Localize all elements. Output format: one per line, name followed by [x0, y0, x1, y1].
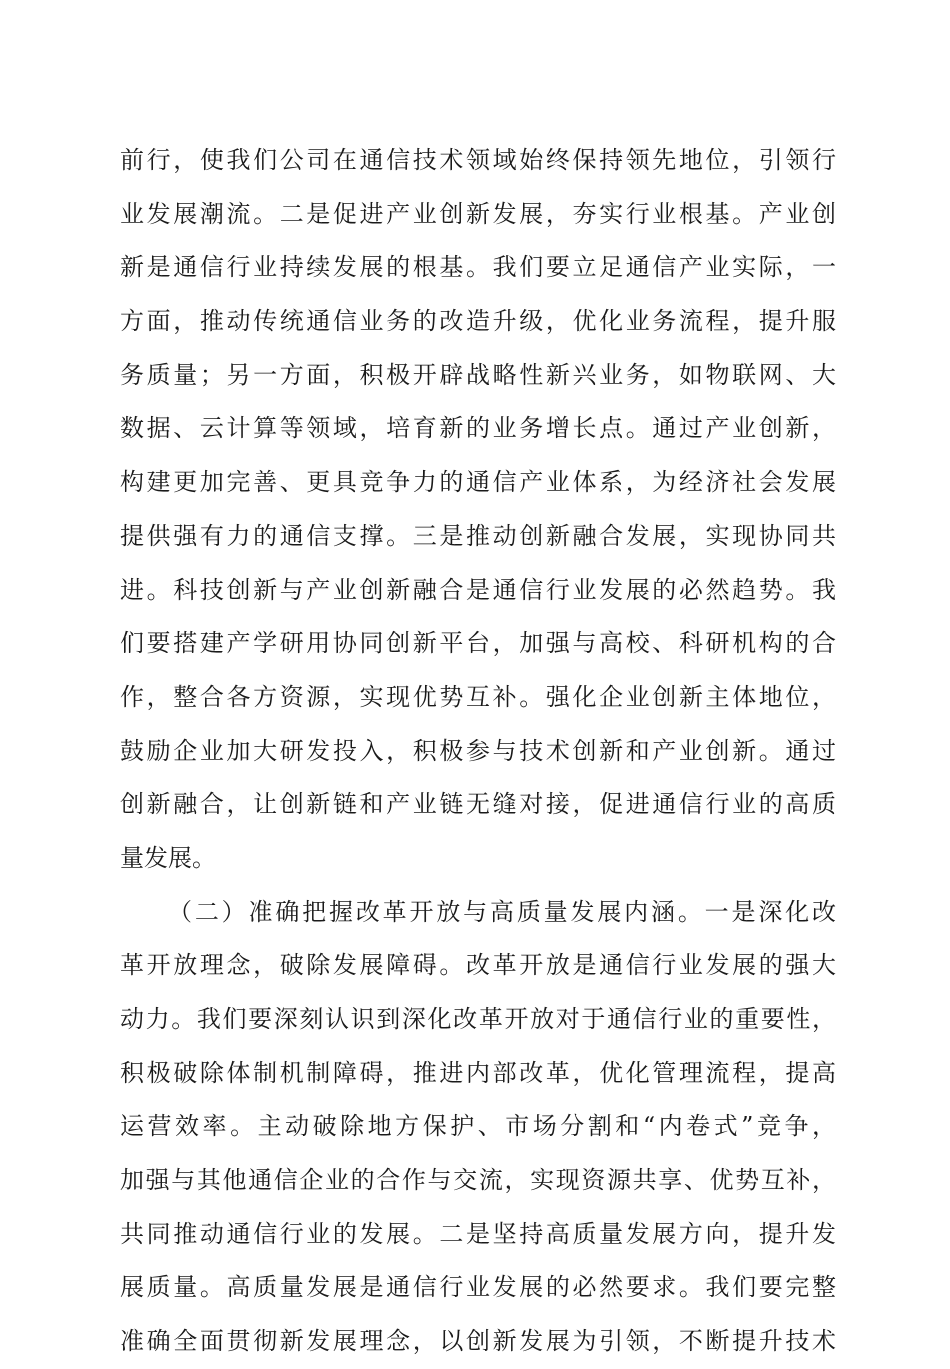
- text-line: （二）准确把握改革开放与高质量发展内涵。一是深化改: [168, 897, 836, 926]
- text-line: 提供强有力的通信支撑。三是推动创新融合发展，实现协同共: [120, 521, 836, 550]
- text-line: 加强与其他通信企业的合作与交流，实现资源共享、优势互补，: [120, 1166, 836, 1195]
- text-line: 新是通信行业持续发展的根基。我们要立足通信产业实际，一: [120, 253, 836, 282]
- text-line: 量发展。: [120, 843, 216, 872]
- body-text: [120, 134, 836, 1369]
- text-line: 前行，使我们公司在通信技术领域始终保持领先地位，引领行: [120, 146, 836, 174]
- text-line: 数据、云计算等领域，培育新的业务增长点。通过产业创新，: [120, 414, 836, 443]
- text-line: 积极破除体制机制障碍，推进内部改革，优化管理流程，提高: [120, 1058, 836, 1087]
- text-line: 方面，推动传统通信业务的改造升级，优化业务流程，提升服: [120, 307, 836, 336]
- text-line: 务质量；另一方面，积极开辟战略性新兴业务，如物联网、大: [120, 360, 836, 389]
- text-line: 动力。我们要深刻认识到深化改革开放对于通信行业的重要性，: [120, 1005, 836, 1033]
- text-line: 鼓励企业加大研发投入，积极参与技术创新和产业创新。通过: [120, 736, 836, 765]
- text-line: 们要搭建产学研用协同创新平台，加强与高校、科研机构的合: [120, 629, 836, 658]
- text-line: 运营效率。主动破除地方保护、市场分割和“内卷式”竞争，: [120, 1112, 836, 1141]
- text-line: 进。科技创新与产业创新融合是通信行业发展的必然趋势。我: [120, 575, 836, 604]
- text-line: 作，整合各方资源，实现优势互补。强化企业创新主体地位，: [120, 682, 836, 711]
- paragraph-1: [120, 134, 836, 886]
- text-line: 构建更加完善、更具竞争力的通信产业体系，为经济社会发展: [120, 468, 836, 497]
- text-line: 业发展潮流。二是促进产业创新发展，夯实行业根基。产业创: [120, 199, 836, 228]
- text-line: 革开放理念，破除发展障碍。改革开放是通信行业发展的强大: [120, 951, 836, 980]
- text-line: 展质量。高质量发展是通信行业发展的必然要求。我们要完整: [120, 1273, 836, 1302]
- text-line: 准确全面贯彻新发展理念，以创新发展为引领，不断提升技术: [120, 1327, 836, 1356]
- text-line: 创新融合，让创新链和产业链无缝对接，促进通信行业的高质: [120, 790, 836, 819]
- text-line: 共同推动通信行业的发展。二是坚持高质量发展方向，提升发: [120, 1219, 836, 1248]
- paragraph-2: [120, 886, 836, 1369]
